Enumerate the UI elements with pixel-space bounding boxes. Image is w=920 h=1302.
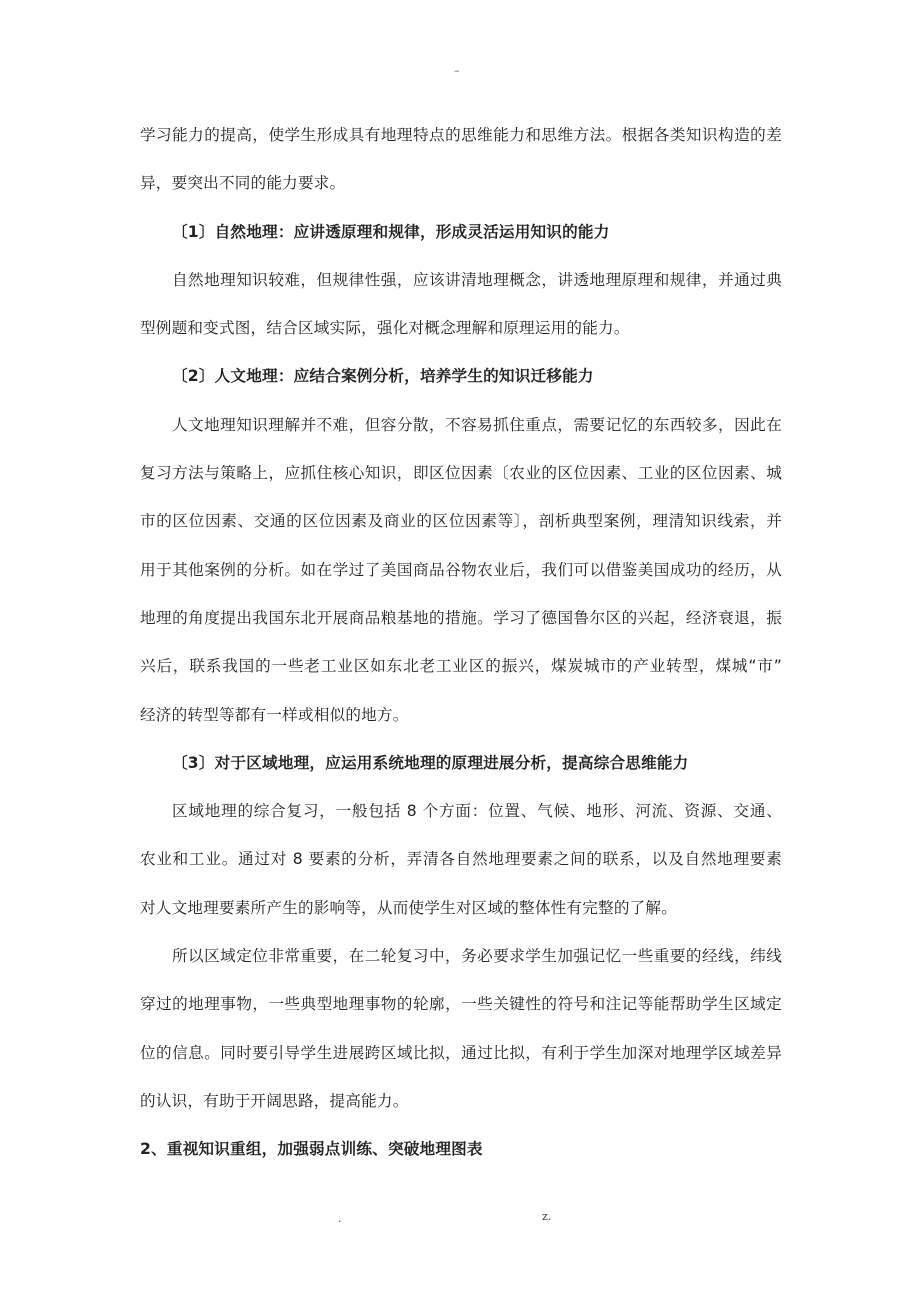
section-heading-knowledge-restructuring: 2、重视知识重组，加强弱点训练、突破地理图表 — [140, 1140, 483, 1159]
document-body — [140, 120, 782, 1183]
paragraph-line: 兴后，联系我国的一些老工业区如东北老工业区的振兴，煤炭城市的产业转型，煤城“市” — [140, 657, 782, 676]
paragraph-line: 异，要突出不同的能力要求。 — [140, 174, 346, 193]
paragraph-line: 经济的转型等都有一样或相似的地方。 — [140, 705, 409, 724]
paragraph-line: 地理的角度提出我国东北开展商品粮基地的措施。学习了德国鲁尔区的兴起，经济衰退，振 — [140, 608, 782, 627]
paragraph-line: 的认识，有助于开阔思路，提高能力。 — [140, 1091, 409, 1110]
paragraph-line: 区域地理的综合复习，一般包括 8 个方面：位置、气候、地形、河流、资源、交通、 — [172, 802, 782, 821]
paragraph-line: 位的信息。同时要引导学生进展跨区域比拟，通过比拟，有利于学生加深对地理学区域差异 — [140, 1043, 782, 1062]
footer-right-mark: z. — [542, 1210, 552, 1223]
paragraph-line: 型例题和变式图，结合区域实际，强化对概念理解和原理运用的能力。 — [140, 319, 630, 338]
paragraph-line: 市的区位因素、交通的区位因素及商业的区位因素等〕，剖析典型案例，理清知识线索，并 — [140, 512, 782, 531]
paragraph-line: 人文地理知识理解并不难，但容分散，不容易抓住重点，需要记忆的东西较多，因此在 — [172, 415, 782, 434]
header-mark: – — [454, 64, 460, 77]
section-heading-regional-geography: 〔3〕对于区域地理，应运用系统地理的原理进展分析，提高综合思维能力 — [172, 753, 689, 772]
paragraph-line: 复习方法与策略上，应抓住核心知识，即区位因素〔农业的区位因素、工业的区位因素、城 — [140, 464, 782, 483]
paragraph-line: 自然地理知识较难，但规律性强，应该讲清地理概念，讲透地理原理和规律，并通过典 — [172, 270, 782, 289]
footer-left-mark: . — [338, 1212, 342, 1225]
section-heading-natural-geography: 〔1〕自然地理：应讲透原理和规律，形成灵活运用知识的能力 — [172, 222, 610, 241]
paragraph-line: 农业和工业。通过对 8 要素的分析，弄清各自然地理要素之间的联系，以及自然地理要素 — [140, 850, 782, 869]
paragraph-line: 所以区域定位非常重要，在二轮复习中，务必要求学生加强记忆一些重要的经线，纬线 — [172, 947, 782, 966]
paragraph-line: 穿过的地理事物，一些典型地理事物的轮廓，一些关键性的符号和注记等能帮助学生区域定 — [140, 995, 782, 1014]
paragraph-line: 用于其他案例的分析。如在学过了美国商品谷物农业后，我们可以借鉴美国成功的经历，从 — [140, 560, 782, 579]
paragraph-line: 学习能力的提高，使学生形成具有地理特点的思维能力和思维方法。根据各类知识构造的差 — [140, 126, 782, 144]
section-heading-human-geography: 〔2〕人文地理：应结合案例分析，培养学生的知识迁移能力 — [172, 367, 594, 386]
paragraph-line: 对人文地理要素所产生的影响等，从而使学生对区域的整体性有完整的了解。 — [140, 898, 677, 917]
